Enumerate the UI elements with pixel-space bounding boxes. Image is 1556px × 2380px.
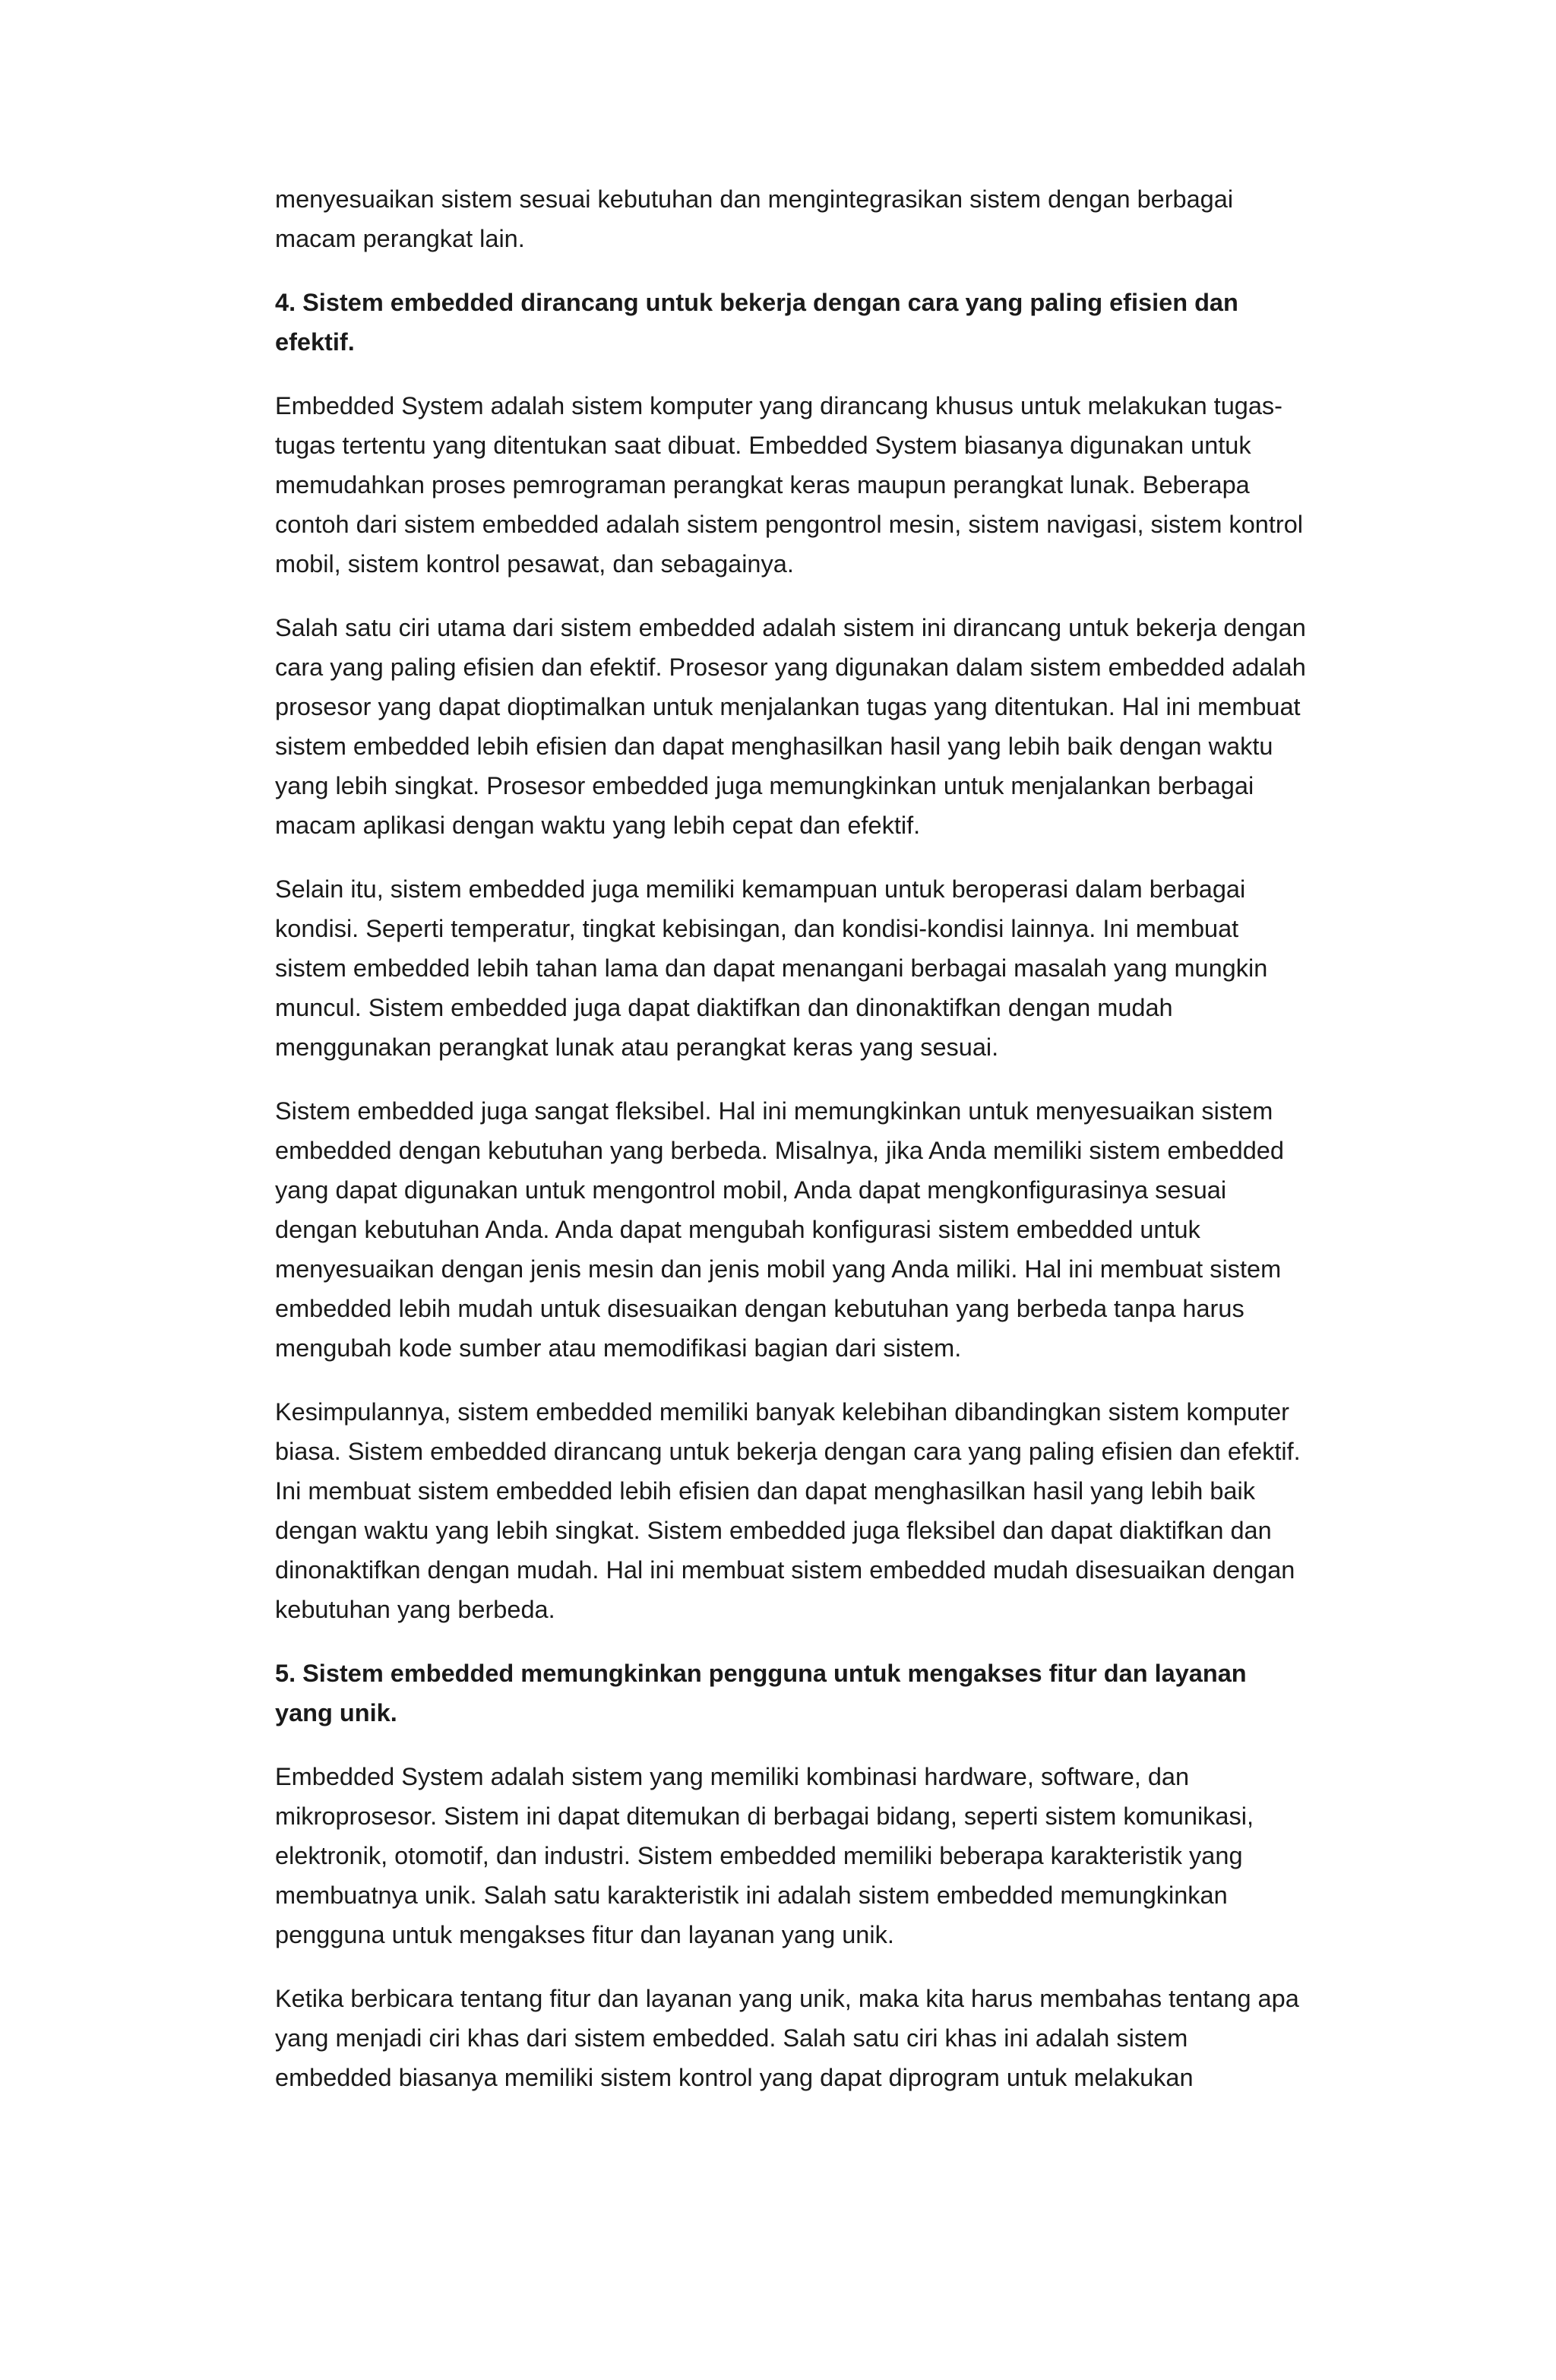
paragraph-flexibility: Sistem embedded juga sangat fleksibel. Hal ini memungkinkan untuk menyesuaikan sistem embedded dengan kebutuhan yang berbeda. Misalnya, jika Anda memiliki sistem embedded yang dapat digunakan untuk mengontrol mobil, Anda dapat mengkonfigurasinya sesuai dengan kebutuhan Anda. Anda dapat mengubah konfigurasi sistem embedded untuk menyesuaikan dengan jenis mesin dan jenis mobil yang Anda miliki. Hal ini membuat sistem embedded lebih mudah untuk disesuaikan dengan kebutuhan yang berbeda tanpa harus mengubah kode sumber atau memodifikasi bagian dari sistem. [275,1097,1284,1362]
paragraph-efficiency: Salah satu ciri utama dari sistem embedded adalah sistem ini dirancang untuk bekerja dengan cara yang paling efisien dan efektif. Prosesor yang digunakan dalam sistem embedded adalah prosesor yang dapat dioptimalkan untuk menjalankan tugas yang ditentukan. Hal ini membuat sistem embedded lebih efisien dan dapat menghasilkan hasil yang lebih baik dengan waktu yang lebih singkat. Prosesor embedded juga memungkinkan untuk menjalankan berbagai macam aplikasi dengan waktu yang lebih cepat dan efektif. [275,614,1306,839]
section-heading-5: 5. Sistem embedded memungkinkan pengguna untuk mengakses fitur dan layanan yang unik. [275,1660,1247,1726]
paragraph-conditions: Selain itu, sistem embedded juga memiliki kemampuan untuk beroperasi dalam berbagai kondisi. Seperti temperatur, tingkat kebisingan, dan kondisi-kondisi lainnya. Ini membuat sistem embedded lebih tahan lama dan dapat menangani berbagai masalah yang mungkin muncul. Sistem embedded juga dapat diaktifkan dan dinonaktifkan dengan mudah menggunakan perangkat lunak atau perangkat keras yang sesuai. [275,875,1268,1061]
paragraph-intro-continuation: menyesuaikan sistem sesuai kebutuhan dan mengintegrasikan sistem dengan berbagai macam perangkat lain. [275,185,1234,252]
paragraph-unique-features: Ketika berbicara tentang fitur dan layanan yang unik, maka kita harus membahas tentang apa yang menjadi ciri khas dari sistem embedded. Salah satu ciri khas ini adalah sistem embedded biasanya memiliki sistem kontrol yang dapat diprogram untuk melakukan [275,1985,1299,2091]
paragraph-conclusion: Kesimpulannya, sistem embedded memiliki banyak kelebihan dibandingkan sistem komputer biasa. Sistem embedded dirancang untuk bekerja dengan cara yang paling efisien dan efektif. Ini membuat sistem embedded lebih efisien dan dapat menghasilkan hasil yang lebih baik dengan waktu yang lebih singkat. Sistem embedded juga fleksibel dan dapat diaktifkan dan dinonaktifkan dengan mudah. Hal ini membuat sistem embedded mudah disesuaikan dengan kebutuhan yang berbeda. [275,1398,1301,1623]
paragraph-definition: Embedded System adalah sistem komputer yang dirancang khusus untuk melakukan tugas-tugas tertentu yang ditentukan saat dibuat. Embedded System biasanya digunakan untuk memudahkan proses pemrograman perangkat keras maupun perangkat lunak. Beberapa contoh dari sistem embedded adalah sistem pengontrol mesin, sistem navigasi, sistem kontrol mobil, sistem kontrol pesawat, dan sebagainya. [275,392,1304,578]
section-heading-4: 4. Sistem embedded dirancang untuk bekerja dengan cara yang paling efisien dan efektif. [275,289,1238,356]
paragraph-components: Embedded System adalah sistem yang memiliki kombinasi hardware, software, dan mikroprosesor. Sistem ini dapat ditemukan di berbagai bidang, seperti sistem komunikasi, elektronik, otomotif, dan industri. Sistem embedded memiliki beberapa karakteristik yang membuatnya unik. Salah satu karakteristik ini adalah sistem embedded memungkinkan pengguna untuk mengakses fitur dan layanan yang unik. [275,1763,1254,1948]
document-body [275,179,1308,2122]
